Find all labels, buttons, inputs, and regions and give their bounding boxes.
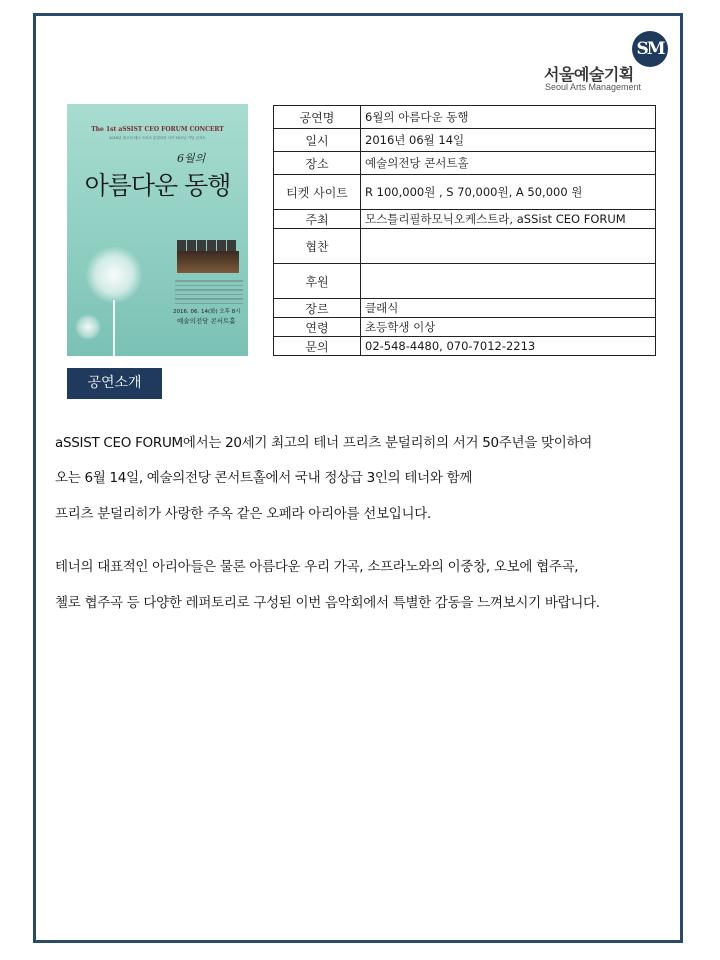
poster-date: 2016. 06. 14(화) 오후 8시 — [173, 309, 241, 315]
section-title-introduction: 공연소개 — [67, 368, 162, 399]
info-key: 주최 — [274, 210, 361, 229]
table-row — [274, 318, 656, 337]
logo-name-en: Seoul Arts Management — [545, 82, 642, 92]
poster-calligraphy-main: 아름다운 동행 — [84, 171, 231, 200]
table-row — [274, 152, 656, 175]
info-value: 모스틀리필하모닉오케스트라, aSSist CEO FORUM — [361, 210, 656, 229]
description-line: 테너의 대표적인 아리아들은 물론 아름다운 우리 가곡, 소프라노와의 이중창, 오보에 협주곡, — [55, 559, 579, 575]
table-row — [274, 337, 656, 356]
poster-orchestra-photo — [177, 251, 239, 273]
poster-performer-photos — [177, 236, 237, 248]
description-line: 오는 6월 14일, 예술의전당 콘서트홀에서 국내 정상급 3인의 테너와 함께 — [55, 470, 473, 486]
info-value: 클래식 — [361, 299, 656, 318]
poster-venue: 예술의전당 콘서트홀 — [177, 317, 236, 325]
logo-mark: SM — [632, 31, 668, 67]
company-logo — [544, 31, 674, 93]
info-key: 공연명 — [274, 106, 361, 129]
performance-info-table — [273, 105, 656, 356]
logo-name-ko: 서울예술기획 — [544, 65, 634, 84]
table-row — [274, 175, 656, 210]
info-key: 연령 — [274, 318, 361, 337]
concert-poster — [67, 104, 248, 356]
info-value: 초등학생 이상 — [361, 318, 656, 337]
info-key: 장르 — [274, 299, 361, 318]
info-value — [361, 229, 656, 264]
poster-calligraphy-small: 6월의 — [177, 152, 206, 165]
info-value: 02-548-4480, 070-7012-2213 — [361, 337, 656, 356]
info-key: 후원 — [274, 264, 361, 299]
table-row — [274, 210, 656, 229]
poster-dandelion-graphic — [85, 246, 143, 304]
description-line: 프리츠 분덜리히가 사랑한 주옥 같은 오페라 아리아를 선보입니다. — [55, 506, 431, 522]
table-row — [274, 229, 656, 264]
table-row — [274, 106, 656, 129]
poster-dandelion-graphic-small — [75, 314, 101, 340]
table-row — [274, 299, 656, 318]
poster-dandelion-stem — [113, 300, 115, 356]
poster-subtitle: 2016년 최고의 테너 프리츠 분덜리히 서거 50주년 기념 콘서트 — [109, 136, 206, 140]
info-key: 티켓 사이트 — [274, 175, 361, 210]
info-key: 장소 — [274, 152, 361, 175]
poster-title: The 1st aSSIST CEO FORUM CONCERT — [91, 126, 224, 133]
description-line: aSSIST CEO FORUM에서는 20세기 최고의 테너 프리츠 분덜리히의 서거 50주년을 맞이하여 — [55, 435, 592, 451]
info-value: 6월의 아름다운 동행 — [361, 106, 656, 129]
description-line: 첼로 협주곡 등 다양한 레퍼토리로 구성된 이번 음악회에서 특별한 감동을 느껴보시기 바랍니다. — [55, 595, 600, 611]
poster-program-text — [175, 280, 243, 307]
info-value: 예술의전당 콘서트홀 — [361, 152, 656, 175]
info-key: 협찬 — [274, 229, 361, 264]
table-row — [274, 129, 656, 152]
table-row — [274, 264, 656, 299]
info-value: 2016년 06월 14일 — [361, 129, 656, 152]
info-value: R 100,000원 , S 70,000원, A 50,000 원 — [361, 175, 656, 210]
info-key: 일시 — [274, 129, 361, 152]
info-value — [361, 264, 656, 299]
info-key: 문의 — [274, 337, 361, 356]
